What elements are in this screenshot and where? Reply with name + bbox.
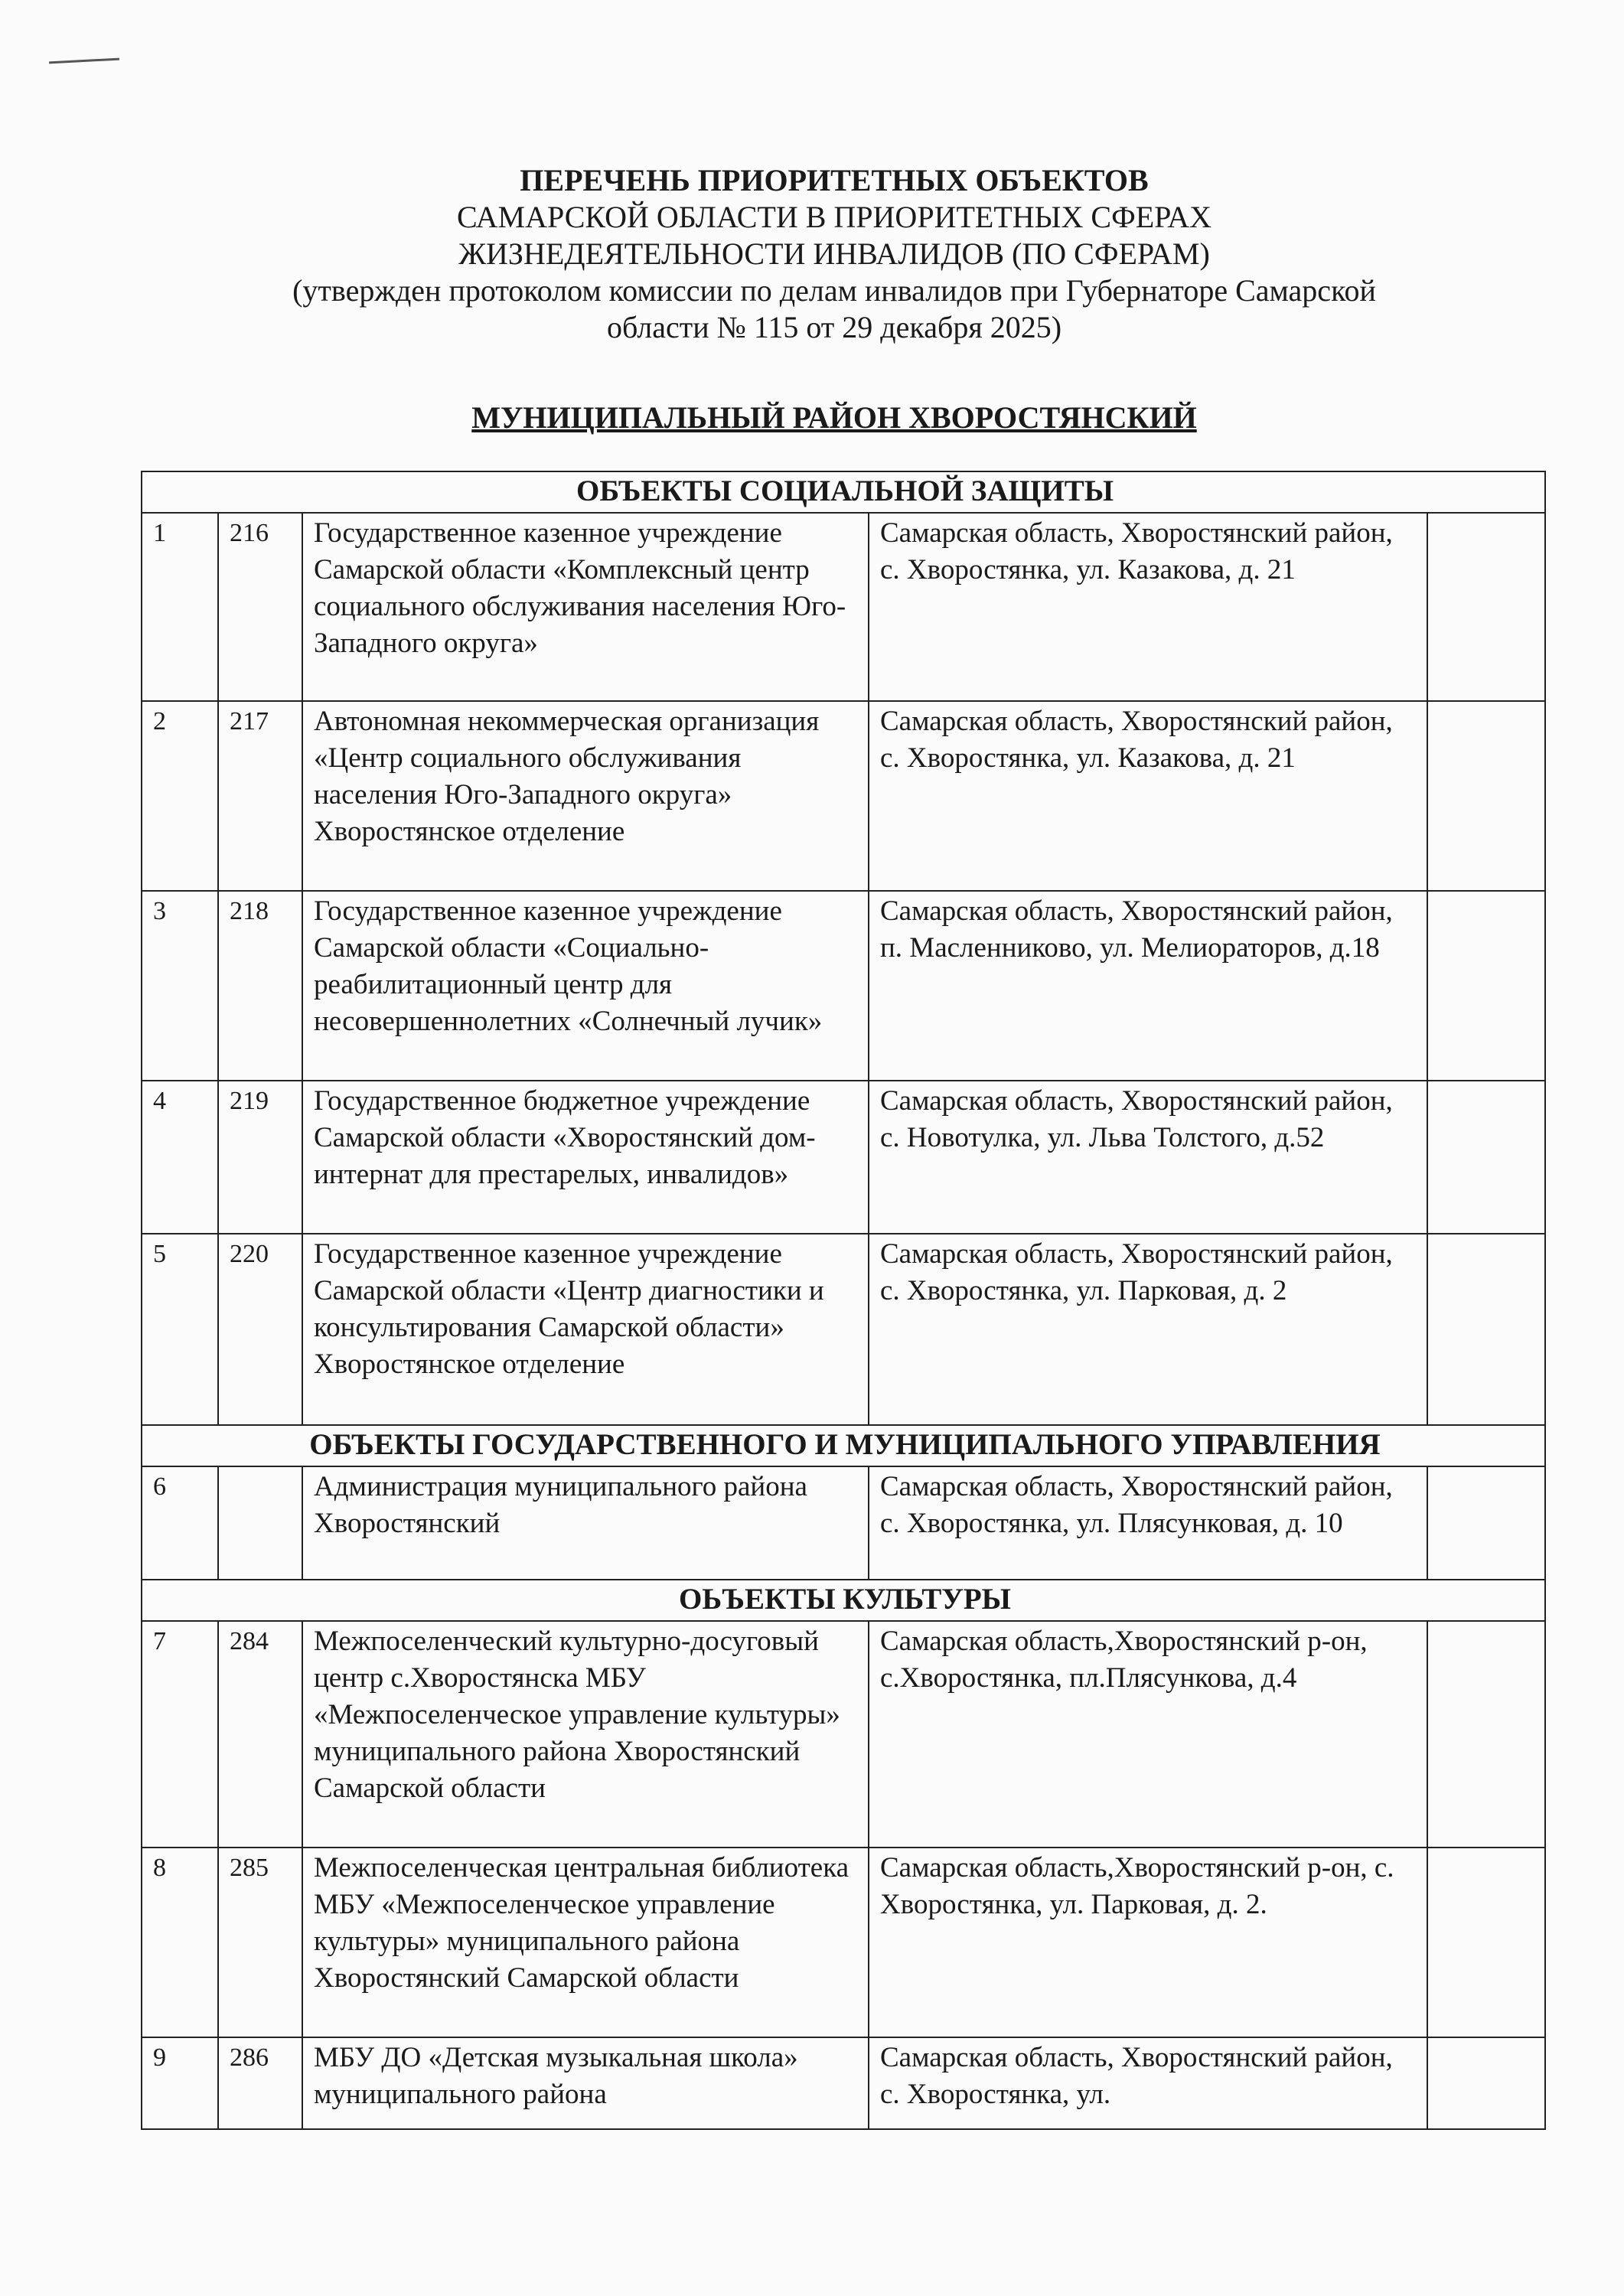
object-address: Самарская область, Хворостянский район, с. Хворостянка, ул. Плясунковая, д. 10	[869, 1466, 1427, 1580]
object-name: Межпоселенческий культурно-досуговый центр с.Хворостянска МБУ «Межпоселенческое управление культуры» муниципального района Хворостянский Самарской области	[302, 1621, 869, 1848]
row-number: 8	[142, 1848, 218, 2037]
row-number: 2	[142, 701, 218, 891]
empty-cell	[1427, 513, 1545, 701]
row-number: 5	[142, 1234, 218, 1425]
object-address: Самарская область, Хворостянский район, с. Новотулка, ул. Льва Толстого, д.52	[869, 1081, 1427, 1234]
empty-cell	[1427, 1621, 1545, 1848]
document-title: ПЕРЕЧЕНЬ ПРИОРИТЕТНЫХ ОБЪЕКТОВ	[520, 163, 1149, 197]
document-subtitle-line-2: САМАРСКОЙ ОБЛАСТИ В ПРИОРИТЕТНЫХ СФЕРАХ	[456, 200, 1212, 234]
table-row	[142, 1466, 1545, 1580]
object-name: Государственное казенное учреждение Самарской области «Комплексный центр социального обслуживания населения Юго-Западного округа»	[302, 513, 869, 701]
table-row	[142, 1621, 1545, 1848]
section-title-culture: ОЬЪЕКТЫ КУЛЬТУРЫ	[142, 1580, 1545, 1621]
object-address: Самарская область, Хворостянский район, с. Хворостянка, ул. Казакова, д. 21	[869, 701, 1427, 891]
section-title-social: ОБЪЕКТЫ СОЦИАЛЬНОЙ ЗАЩИТЫ	[142, 471, 1545, 513]
section-row-culture	[142, 1580, 1545, 1621]
row-number: 6	[142, 1466, 218, 1580]
object-name: Автономная некоммерческая организация «Центр социального обслуживания населения Юго-Западного округа» Хворостянское отделение	[302, 701, 869, 891]
object-code: 216	[218, 513, 302, 701]
row-number: 4	[142, 1081, 218, 1234]
object-name: МБУ ДО «Детская музыкальная школа» муниципального района	[302, 2037, 869, 2129]
object-code	[218, 1466, 302, 1580]
document-header	[184, 162, 1485, 346]
section-title-government: ОБЪЕКТЫ ГОСУДАРСТВЕННОГО И МУНИЦИПАЛЬНОГО УПРАВЛЕНИЯ	[142, 1425, 1545, 1466]
objects-table	[141, 471, 1546, 2130]
empty-cell	[1427, 1081, 1545, 1234]
empty-cell	[1427, 891, 1545, 1081]
object-code: 284	[218, 1621, 302, 1848]
empty-cell	[1427, 1234, 1545, 1425]
object-code: 285	[218, 1848, 302, 2037]
object-code: 220	[218, 1234, 302, 1425]
object-name: Государственное бюджетное учреждение Самарской области «Хворостянский дом-интернат для престарелых, инвалидов»	[302, 1081, 869, 1234]
empty-cell	[1427, 701, 1545, 891]
table-row	[142, 1081, 1545, 1234]
object-code: 286	[218, 2037, 302, 2129]
table-row	[142, 891, 1545, 1081]
object-name: Государственное казенное учреждение Самарской области «Центр диагностики и консультирования Самарской области» Хворостянское отделение	[302, 1234, 869, 1425]
row-number: 7	[142, 1621, 218, 1848]
row-number: 3	[142, 891, 218, 1081]
empty-cell	[1427, 1466, 1545, 1580]
table-row	[142, 1234, 1545, 1425]
object-address: Самарская область, Хворостянский район, с. Хворостянка, ул. Парковая, д. 2	[869, 1234, 1427, 1425]
object-code: 217	[218, 701, 302, 891]
empty-cell	[1427, 1848, 1545, 2037]
table-row	[142, 2037, 1545, 2129]
object-name: Государственное казенное учреждение Самарской области «Социально-реабилитационный центр для несовершеннолетних «Солнечный лучик»	[302, 891, 869, 1081]
object-name: Администрация муниципального района Хворостянский	[302, 1466, 869, 1580]
table-row	[142, 701, 1545, 891]
approval-note-line-2: области № 115 от 29 декабря 2025)	[606, 310, 1062, 344]
section-row-social	[142, 471, 1545, 513]
object-address: Самарская область, Хворостянский район, п. Масленниково, ул. Мелиораторов, д.18	[869, 891, 1427, 1081]
object-name: Межпоселенческая центральная библиотека МБУ «Межпоселенческое управление культуры» муниципального района Хворостянский Самарской области	[302, 1848, 869, 2037]
object-code: 219	[218, 1081, 302, 1234]
district-heading: МУНИЦИПАЛЬНЫЙ РАЙОН ХВОРОСТЯНСКИЙ	[471, 400, 1197, 435]
object-address: Самарская область,Хворостянский р-он, с. Хворостянка, ул. Парковая, д. 2.	[869, 1848, 1427, 2037]
section-row-government	[142, 1425, 1545, 1466]
object-address: Самарская область, Хворостянский район, с. Хворостянка, ул.	[869, 2037, 1427, 2129]
document-subtitle-line-3: ЖИЗНЕДЕЯТЕЛЬНОСТИ ИНВАЛИДОВ (ПО СФЕРАМ)	[458, 236, 1210, 271]
object-code: 218	[218, 891, 302, 1081]
table-row	[142, 1848, 1545, 2037]
scan-mark	[49, 58, 119, 64]
object-address: Самарская область,Хворостянский р-он, с.Хворостянка, пл.Плясункова, д.4	[869, 1621, 1427, 1848]
empty-cell	[1427, 2037, 1545, 2129]
object-address: Самарская область, Хворостянский район, с. Хворостянка, ул. Казакова, д. 21	[869, 513, 1427, 701]
approval-note-line-1: (утвержден протоколом комиссии по делам инвалидов при Губернаторе Самарской	[292, 273, 1376, 308]
row-number: 9	[142, 2037, 218, 2129]
table-row	[142, 513, 1545, 701]
row-number: 1	[142, 513, 218, 701]
